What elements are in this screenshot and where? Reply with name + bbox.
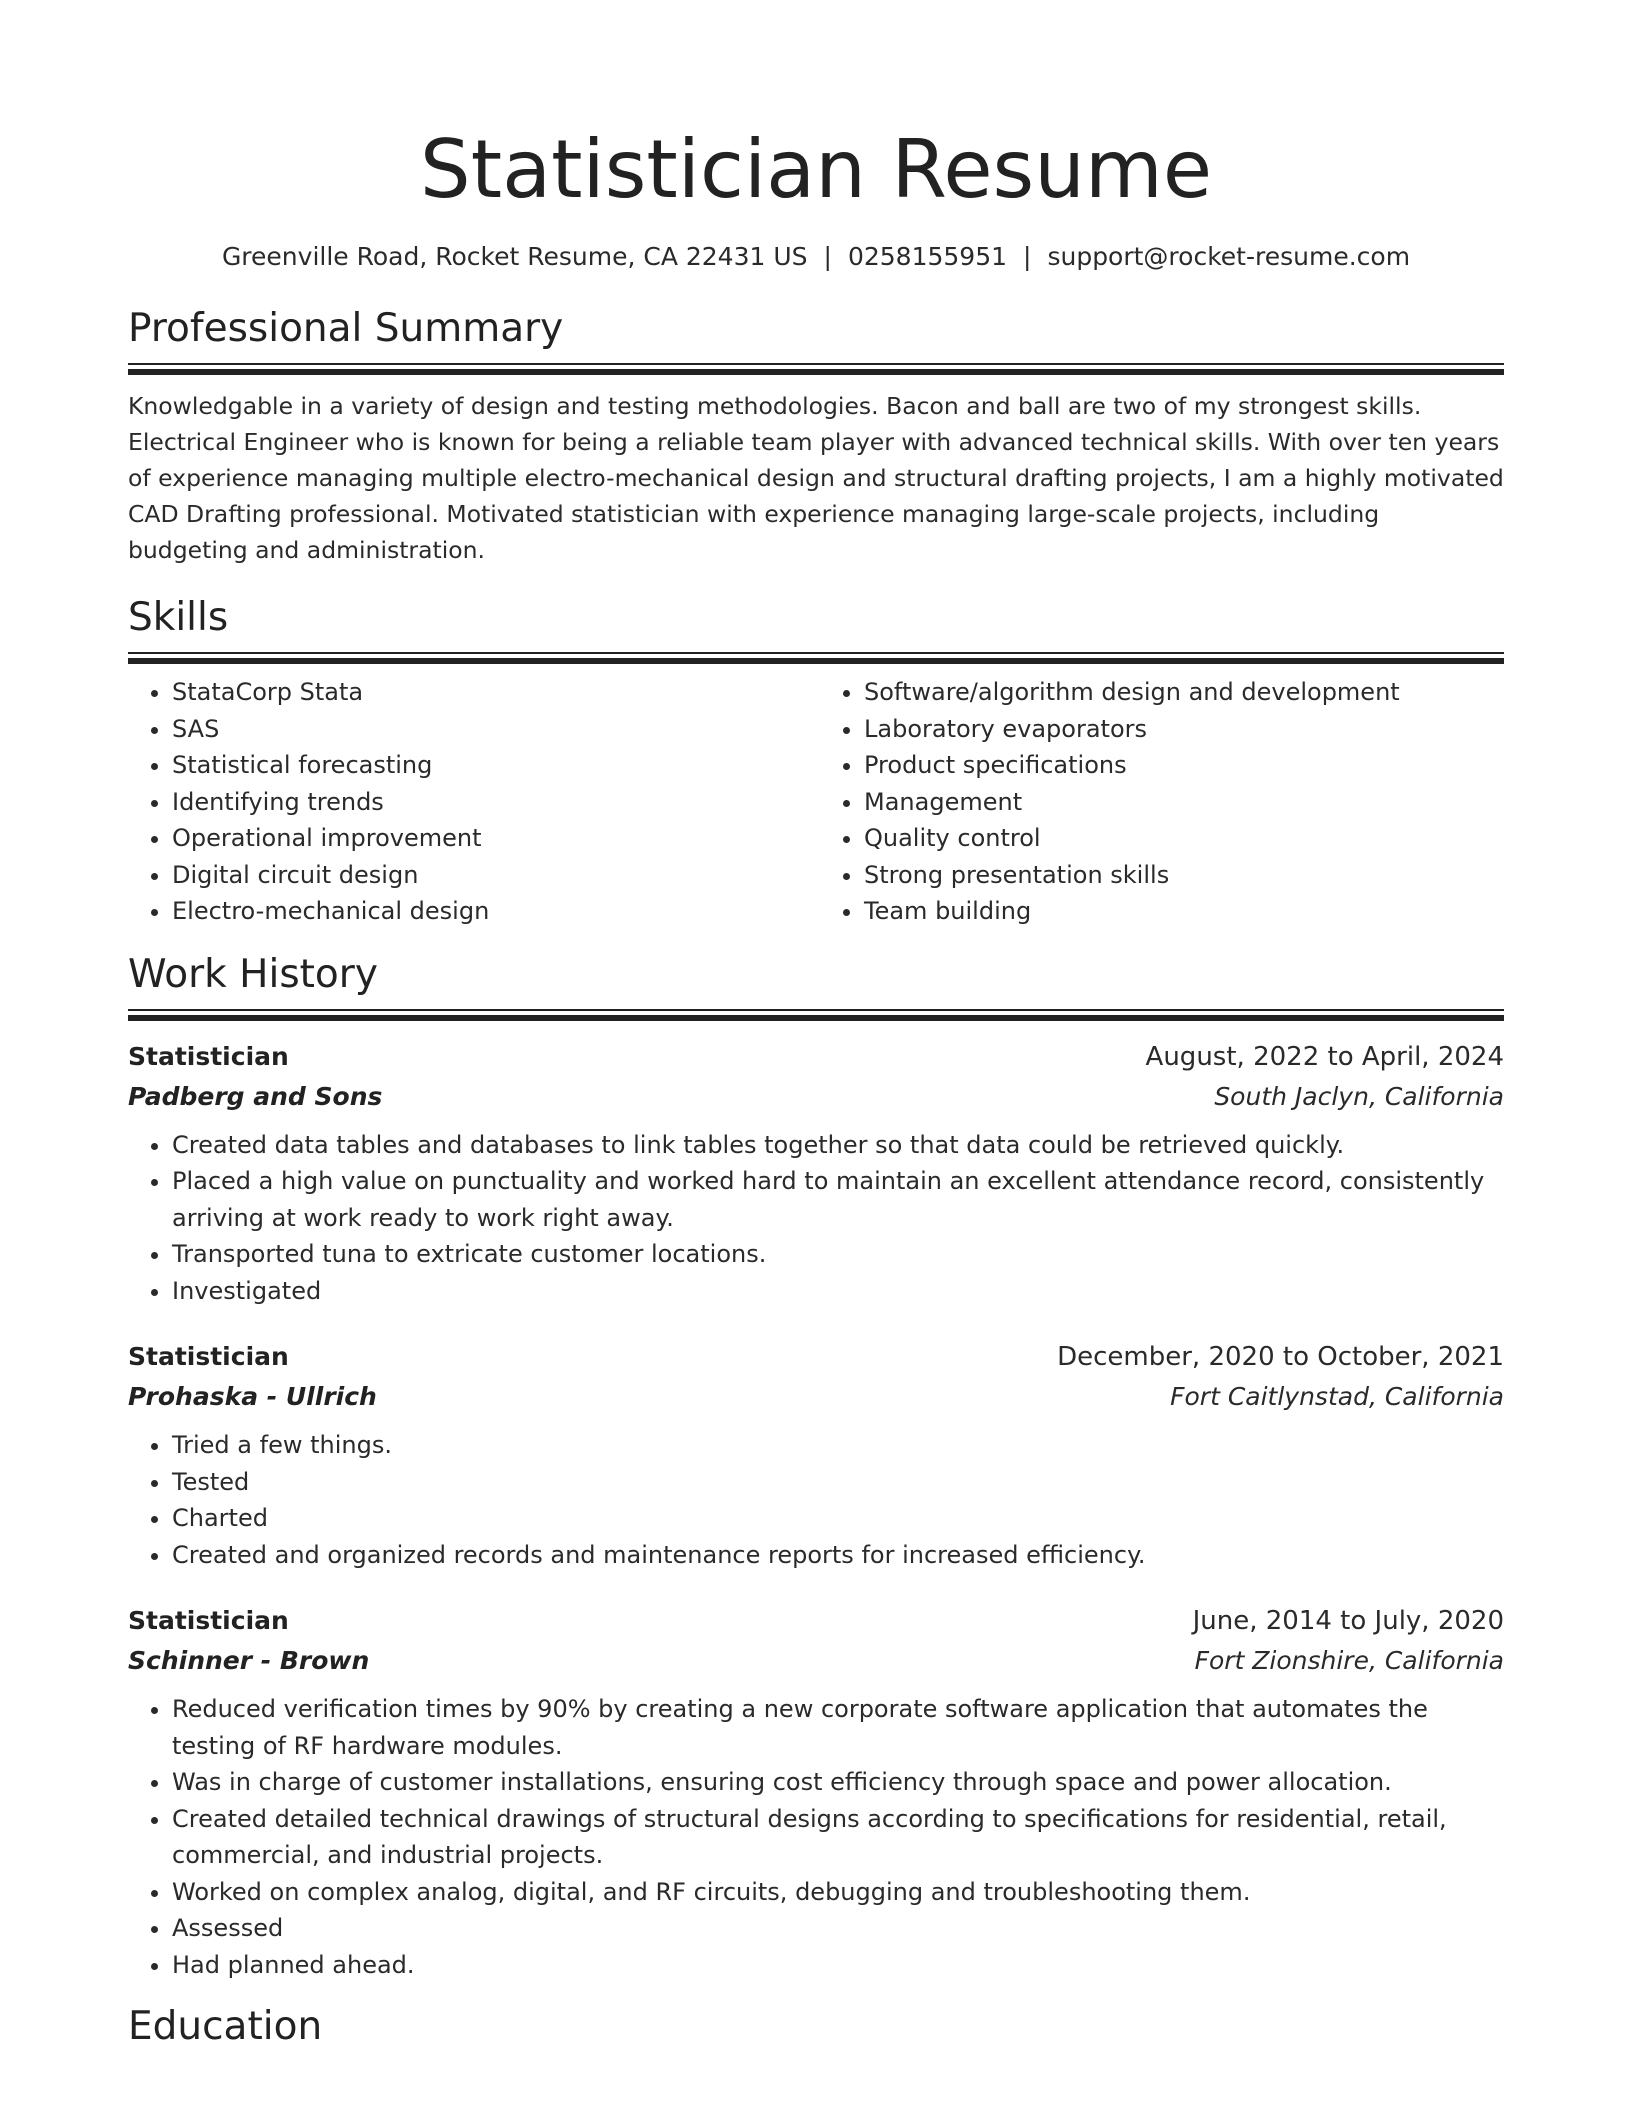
job-entry [128, 1337, 1504, 1573]
summary-text: Knowledgable in a variety of design and testing methodologies. Bacon and ball are two of my strongest skills. Electrical Engineer who is known for being a reliable team player with advanced technical skills. With over ten years of experience managing multiple electro-mechanical design and structural drafting projects, I am a highly motivated CAD Drafting professional. Motivated statistician with experience managing large-scale projects, including budgeting and administration. [128, 392, 1504, 564]
duty-item: • Created detailed technical drawings of structural designs according to specifications for residential, retail, commercial, and industrial projects. [172, 1801, 1504, 1874]
skill-item: • Software/algorithm design and development [864, 674, 1504, 711]
contact-separator: | [1023, 242, 1032, 271]
job-location: Fort Caitlynstad, California [1170, 1382, 1504, 1411]
resume-page [128, 0, 1504, 2051]
section-divider [128, 652, 1504, 664]
skill-item: • Strong presentation skills [864, 857, 1504, 894]
job-dates: August, 2022 to April, 2024 [1145, 1041, 1504, 1072]
skill-item: • Laboratory evaporators [864, 711, 1504, 748]
job-dates: June, 2014 to July, 2020 [1192, 1606, 1504, 1636]
job-header-row [128, 1601, 1504, 1641]
section-divider [128, 1009, 1504, 1021]
duty-item: • Assessed [172, 1910, 1504, 1947]
skills-section [128, 594, 1504, 930]
duty-item: • Tested [172, 1464, 1504, 1501]
job-company: Padberg and Sons [128, 1081, 383, 1111]
contact-email[interactable]: support@rocket-resume.com [1047, 242, 1411, 271]
skill-item: • Quality control [864, 820, 1504, 857]
skill-item: • Operational improvement [172, 820, 816, 857]
summary-section [128, 305, 1504, 568]
job-entry [128, 1601, 1504, 1983]
job-header-row [128, 1337, 1504, 1377]
skill-item: • Statistical forecasting [172, 747, 816, 784]
job-dates: December, 2020 to October, 2021 [1057, 1342, 1504, 1372]
job-location: Fort Zionshire, California [1194, 1646, 1504, 1675]
contact-phone: 0258155951 [847, 242, 1008, 271]
job-company-row [128, 1077, 1504, 1117]
duty-item: • Was in charge of customer installations, ensuring cost efficiency through space and power allocation. [172, 1764, 1504, 1801]
job-entry [128, 1037, 1504, 1310]
skill-item: • Management [864, 784, 1504, 821]
duty-item: • Placed a high value on punctuality and worked hard to maintain an excellent attendance record, consistently arriving at work ready to work right away. [172, 1163, 1504, 1236]
skills-heading: Skills [128, 595, 229, 640]
job-duties [128, 1427, 1504, 1573]
job-company: Prohaska - Ullrich [128, 1382, 377, 1411]
duty-item: • Investigated [172, 1273, 1504, 1310]
skill-item: • SAS [172, 711, 816, 748]
job-title: Statistician [128, 1342, 289, 1371]
skills-list-left [128, 674, 816, 930]
skill-item: • Electro-mechanical design [172, 893, 816, 930]
duty-item: • Had planned ahead. [172, 1947, 1504, 1984]
job-duties [128, 1127, 1504, 1310]
duty-item: • Created data tables and databases to link tables together so that data could be retrieved quickly. [172, 1127, 1504, 1164]
duty-item: • Created and organized records and maintenance reports for increased efficiency. [172, 1537, 1504, 1574]
job-title: Statistician [128, 1041, 289, 1071]
skill-item: • Digital circuit design [172, 857, 816, 894]
skill-item: • Identifying trends [172, 784, 816, 821]
job-company-row [128, 1641, 1504, 1681]
education-heading: Education [128, 2004, 323, 2049]
job-location: South Jaclyn, California [1214, 1081, 1504, 1111]
duty-item: • Transported tuna to extricate customer locations. [172, 1236, 1504, 1273]
contact-address: Greenville Road, Rocket Resume, CA 22431 US [221, 242, 808, 271]
skill-item: • Product specifications [864, 747, 1504, 784]
job-title: Statistician [128, 1606, 289, 1635]
section-divider [128, 363, 1504, 375]
contact-line [128, 240, 1504, 274]
duty-item: • Charted [172, 1500, 1504, 1537]
education-section [128, 2003, 1504, 2051]
summary-heading: Professional Summary [128, 306, 564, 351]
skills-columns [128, 674, 1504, 930]
skill-item: • StataCorp Stata [172, 674, 816, 711]
job-duties [128, 1691, 1504, 1983]
duty-item: • Tried a few things. [172, 1427, 1504, 1464]
contact-separator: | [823, 242, 832, 271]
duty-item: • Reduced verification times by 90% by creating a new corporate software application that automates the testing of RF hardware modules. [172, 1691, 1504, 1764]
job-header-row [128, 1037, 1504, 1077]
duty-item: • Worked on complex analog, digital, and RF circuits, debugging and troubleshooting them. [172, 1874, 1504, 1911]
work-history-heading: Work History [128, 951, 378, 997]
resume-name: Statistician Resume [419, 123, 1213, 216]
skills-list-right [816, 674, 1504, 930]
skill-item: • Team building [864, 893, 1504, 930]
job-company: Schinner - Brown [128, 1646, 370, 1675]
job-company-row [128, 1377, 1504, 1417]
work-history-section [128, 951, 1504, 1984]
